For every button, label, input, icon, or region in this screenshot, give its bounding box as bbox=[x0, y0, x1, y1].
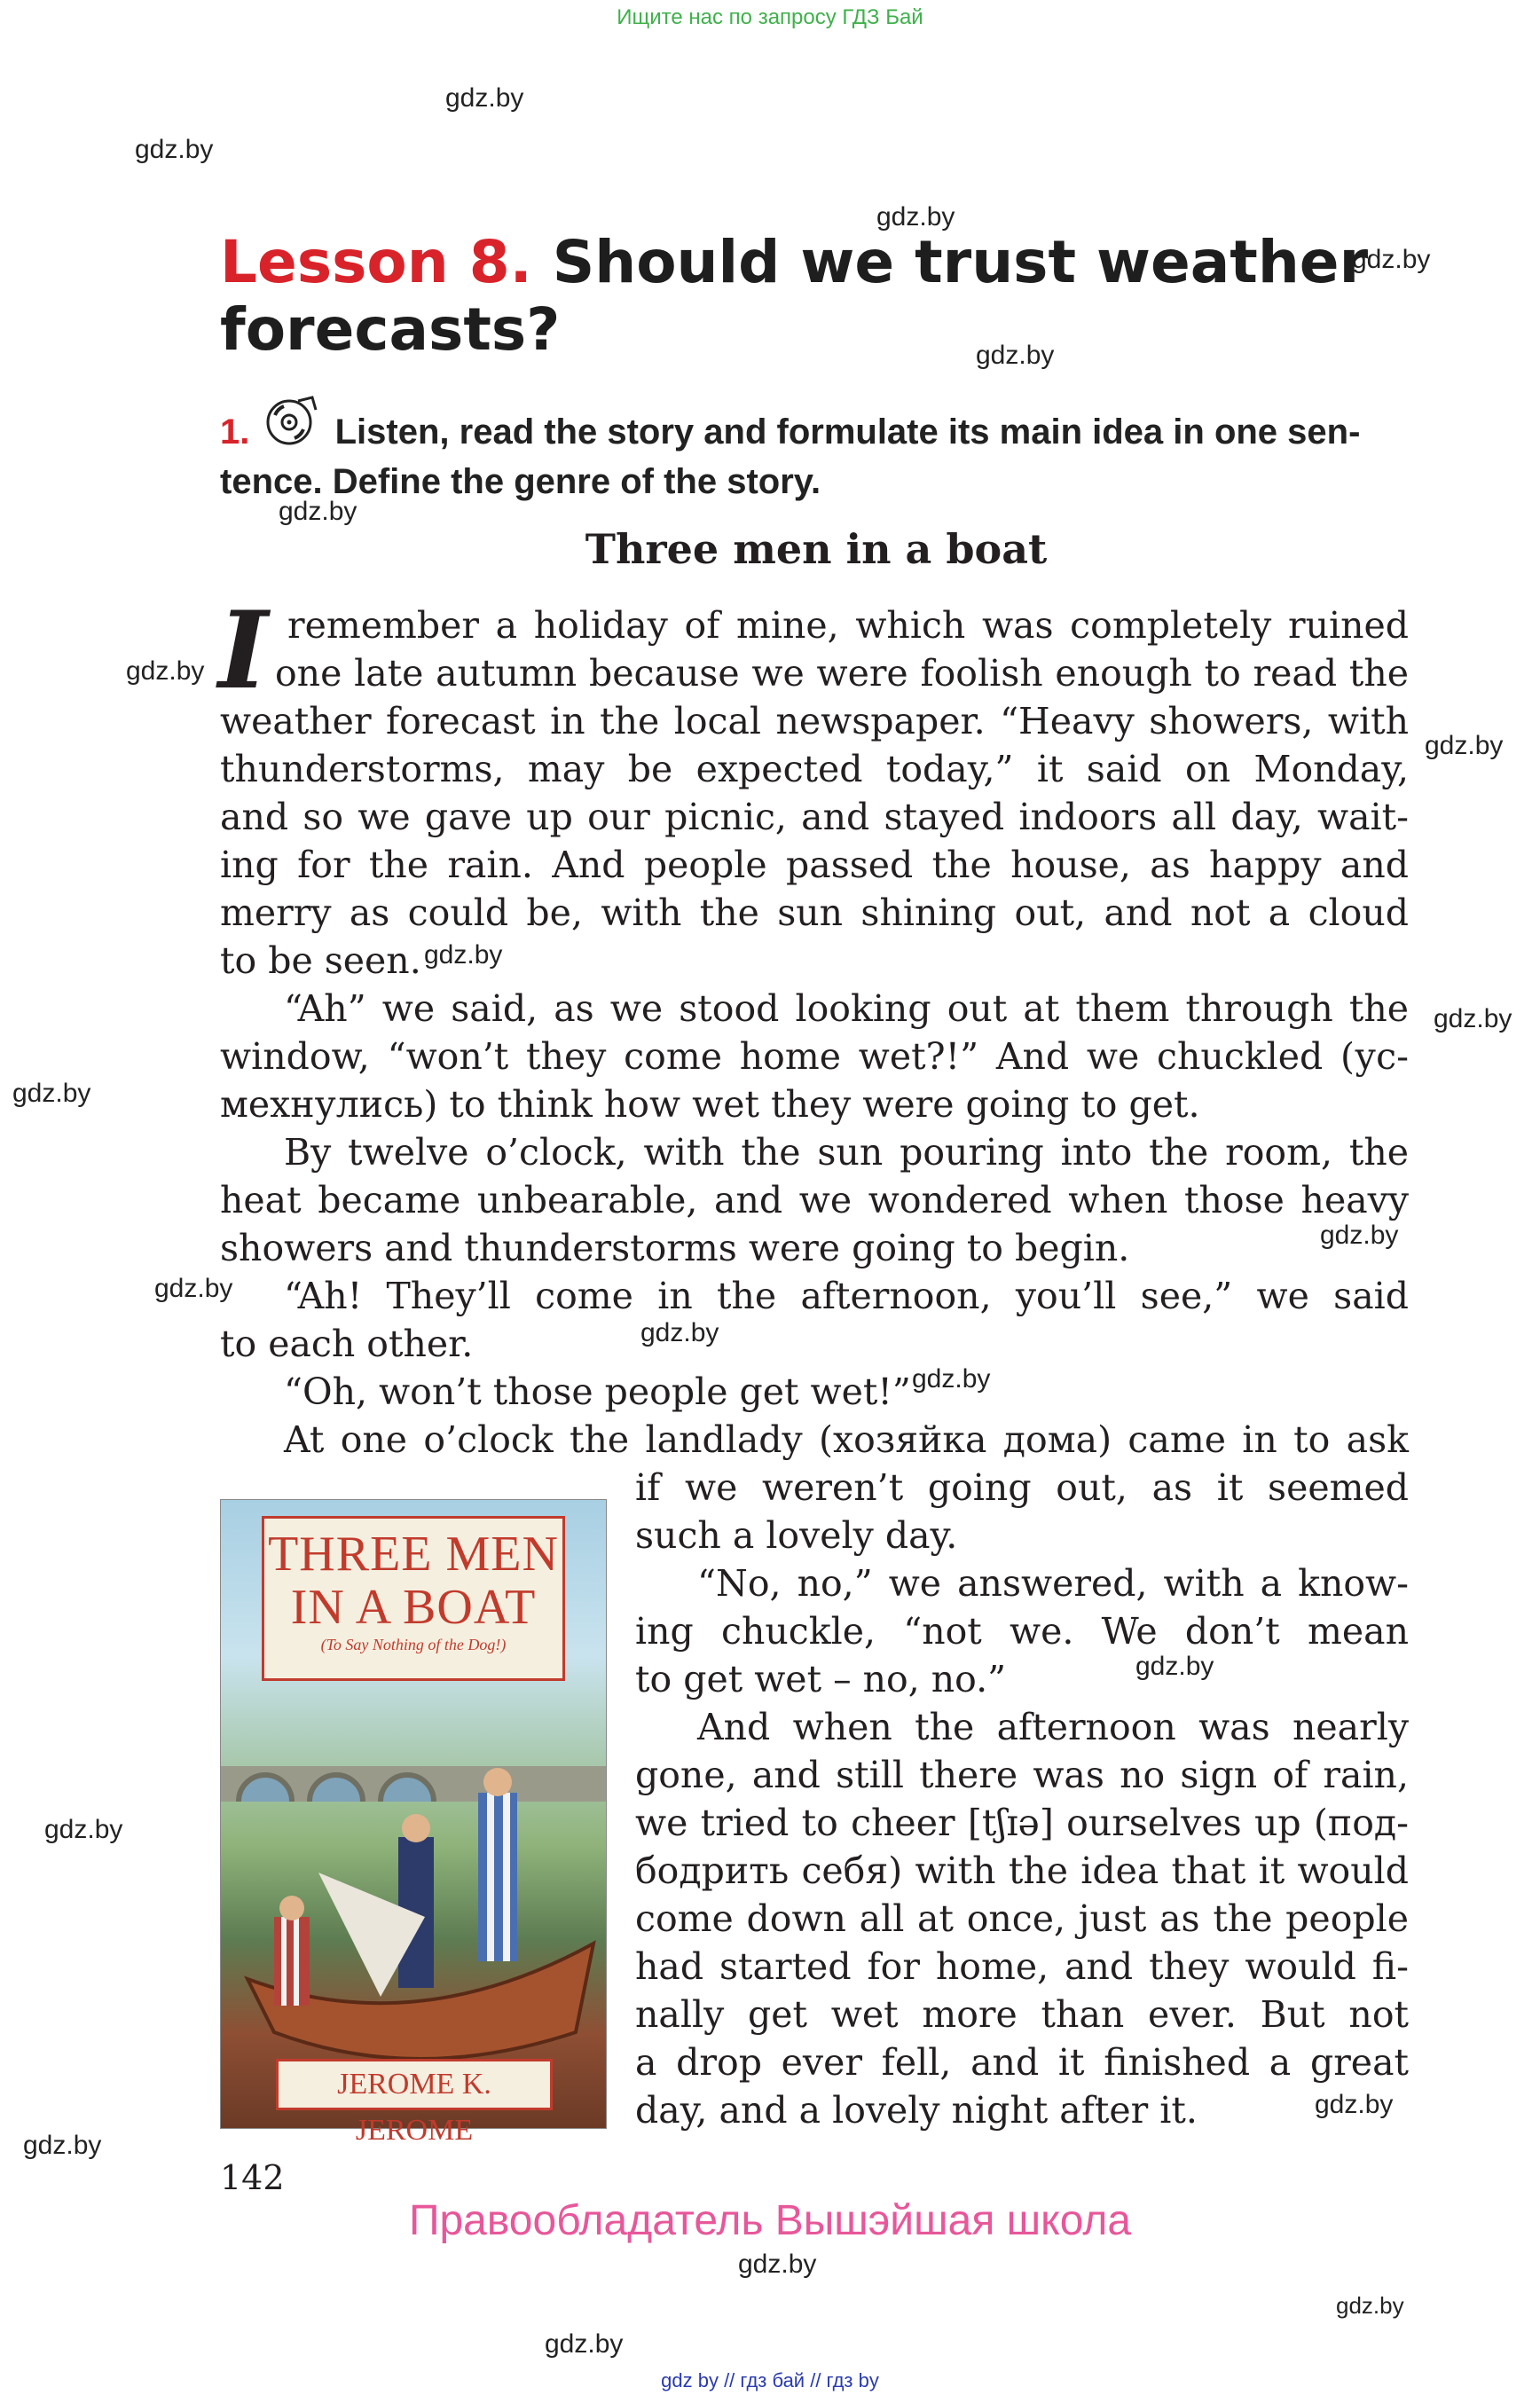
story-line: мехнулись) to think how wet they were going to get. bbox=[220, 1083, 1200, 1126]
story-line: to get wet – no, no.” bbox=[635, 1658, 1007, 1700]
book-title: THREE MEN IN A BOAT bbox=[268, 1527, 559, 1635]
story-line: merry as could be, with the sun shining out, and not a cloud bbox=[220, 891, 1409, 934]
book-author-box bbox=[276, 2059, 553, 2147]
footer-links[interactable]: gdz by // гдз бай // гдз by bbox=[661, 2369, 879, 2391]
story-line: “Oh, won’t those people get wet!” bbox=[284, 1370, 911, 1413]
book-title-box bbox=[262, 1516, 565, 1681]
watermark: gdz.by bbox=[876, 202, 955, 232]
audio-disc-icon bbox=[263, 396, 319, 459]
story-line: thunderstorms, may be expected today,” it said on Monday, bbox=[220, 748, 1409, 790]
story-line: And when the afternoon was nearly bbox=[697, 1706, 1409, 1748]
story-title: Three men in a boat bbox=[585, 525, 1048, 573]
story-line: window, “won’t they come home wet?!” And we chuckled (ус- bbox=[220, 1035, 1409, 1078]
book-author: JEROME K. JEROME bbox=[337, 2068, 491, 2147]
watermark: gdz.by bbox=[1135, 1652, 1214, 1681]
story-line: if we weren’t going out, as it seemed bbox=[635, 1466, 1409, 1509]
story-line: ing for the rain. And people passed the house, as happy and bbox=[220, 844, 1409, 886]
story-line: day, and a lovely night after it. bbox=[635, 2089, 1198, 2132]
story-line: heat became unbearable, and we wondered when those heavy bbox=[220, 1179, 1409, 1221]
watermark: gdz.by bbox=[44, 1815, 123, 1844]
story-line: had started for home, and they would fi- bbox=[635, 1945, 1409, 1988]
page-number: 142 bbox=[220, 2158, 285, 2197]
rights-holder: Правообладатель Вышэйшая школа bbox=[408, 2197, 1132, 2244]
story-line: “Ah” we said, as we stood looking out at them through the bbox=[284, 987, 1409, 1030]
watermark: gdz.by bbox=[445, 83, 524, 113]
story-line: a drop ever fell, and it finished a great bbox=[635, 2041, 1409, 2084]
drop-cap: I bbox=[218, 588, 269, 713]
watermark: gdz.by bbox=[1336, 2292, 1404, 2319]
watermark: gdz.by bbox=[912, 1364, 991, 1394]
story-line: come down all at once, just as the people bbox=[635, 1897, 1409, 1940]
story-line: and so we gave up our picnic, and stayed indoors all day, wait- bbox=[220, 796, 1409, 838]
task-instruction bbox=[220, 396, 1409, 505]
lesson-title-line1: Should we trust weather bbox=[552, 228, 1369, 296]
story-line: “Ah! They’ll come in the afternoon, you’ll see,” we said bbox=[284, 1275, 1409, 1317]
watermark: gdz.by bbox=[976, 341, 1055, 370]
top-banner: Ищите нас по запросу ГДЗ Бай bbox=[617, 5, 923, 29]
watermark: gdz.by bbox=[135, 135, 214, 164]
lesson-title bbox=[220, 229, 1373, 364]
watermark: gdz.by bbox=[12, 1079, 91, 1108]
lesson-number: Lesson 8. bbox=[220, 228, 532, 296]
story-line: such a lovely day. bbox=[635, 1514, 958, 1557]
story-line: remember a holiday of mine, which was completely ruined bbox=[287, 604, 1409, 647]
watermark: gdz.by bbox=[23, 2131, 102, 2160]
watermark: gdz.by bbox=[126, 656, 205, 686]
story-line: nally get wet more than ever. But not bbox=[635, 1993, 1409, 2036]
watermark: gdz.by bbox=[1425, 731, 1504, 760]
story-line: we tried to cheer [tʃɪə] ourselves up (под- bbox=[635, 1802, 1409, 1844]
watermark: gdz.by bbox=[738, 2250, 817, 2279]
story-line: gone, and still there was no sign of rain, bbox=[635, 1754, 1409, 1796]
watermark: gdz.by bbox=[1434, 1004, 1512, 1033]
task-line-1: Listen, read the story and formulate its main idea in one sen- bbox=[334, 412, 1361, 452]
watermark: gdz.by bbox=[279, 497, 358, 526]
task-number: 1. bbox=[220, 412, 250, 452]
watermark: gdz.by bbox=[154, 1274, 233, 1303]
book-subtitle: (To Say Nothing of the Dog!) bbox=[320, 1636, 507, 1653]
story-line: showers and thunderstorms were going to begin. bbox=[220, 1227, 1130, 1269]
watermark: gdz.by bbox=[1352, 245, 1431, 274]
story-line: бодрить себя) with the idea that it would bbox=[635, 1849, 1409, 1892]
story-line: “No, no,” we answered, with a know- bbox=[697, 1562, 1409, 1605]
story-line: to be seen. bbox=[220, 939, 421, 982]
story-line: to each other. bbox=[220, 1323, 474, 1365]
watermark: gdz.by bbox=[1320, 1221, 1399, 1250]
story-line: By twelve o’clock, with the sun pouring into the room, the bbox=[284, 1131, 1409, 1174]
story-line: weather forecast in the local newspaper. “Heavy showers, with bbox=[220, 700, 1409, 742]
watermark: gdz.by bbox=[1315, 2090, 1394, 2119]
book-cover-image bbox=[220, 1499, 607, 2147]
story-line: At one o’clock the landlady (хозяйка дома) came in to ask bbox=[284, 1418, 1409, 1461]
watermark: gdz.by bbox=[545, 2329, 624, 2359]
watermark: gdz.by bbox=[640, 1318, 719, 1347]
task-line-2: tence. Define the genre of the story. bbox=[220, 462, 821, 501]
watermark: gdz.by bbox=[424, 940, 503, 970]
lesson-title-line2: forecasts? bbox=[220, 295, 561, 364]
story-line: one late autumn because we were foolish enough to read the bbox=[275, 652, 1409, 695]
story-line: ing chuckle, “not we. We don’t mean bbox=[635, 1610, 1409, 1653]
